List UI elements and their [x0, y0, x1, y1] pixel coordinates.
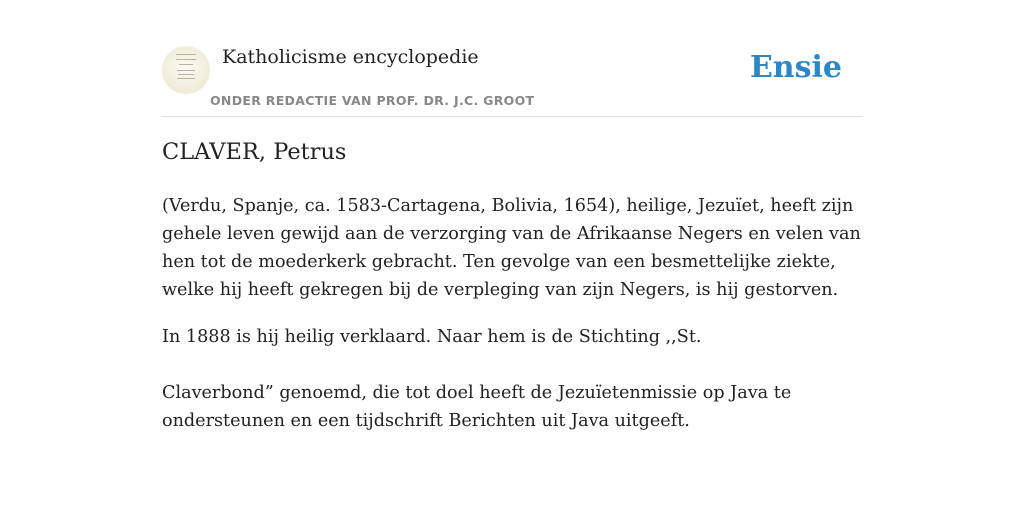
entry-paragraph: Claverbond” genoemd, die tot doel heeft de Jezuïetenmissie op Java te ondersteunen en een tijdschrift Berichten uit Java uitgeeft. — [162, 383, 792, 431]
entry-body — [162, 192, 862, 454]
entry-paragraph: In 1888 is hij heilig verklaard. Naar hem is de Stichting ,,St. — [162, 327, 702, 347]
entry-paragraph: (Verdu, Spanje, ca. 1583-Cartagena, Bolivia, 1654), heilige, Jezuïet, heeft zijn gehele leven gewijd aan de verzorging van de Afrikaanse Negers en velen van hen tot de moederkerk gebracht. Ten gevolge van een besmettelijke ziekte, welke hij heeft gekregen bij de verpleging van zijn Negers, is hij gestorven. — [162, 196, 861, 300]
book-cover-thumbnail[interactable] — [162, 46, 210, 94]
book-subtitle: ONDER REDACTIE VAN PROF. DR. J.C. GROOT — [210, 93, 535, 108]
entry-title: CLAVER, Petrus — [162, 139, 347, 165]
header — [162, 0, 862, 117]
ensie-logo[interactable]: Ensie — [749, 50, 842, 85]
page — [162, 0, 862, 431]
paragraph-gap — [162, 351, 862, 379]
book-title[interactable]: Katholicisme encyclopedie — [222, 46, 479, 68]
